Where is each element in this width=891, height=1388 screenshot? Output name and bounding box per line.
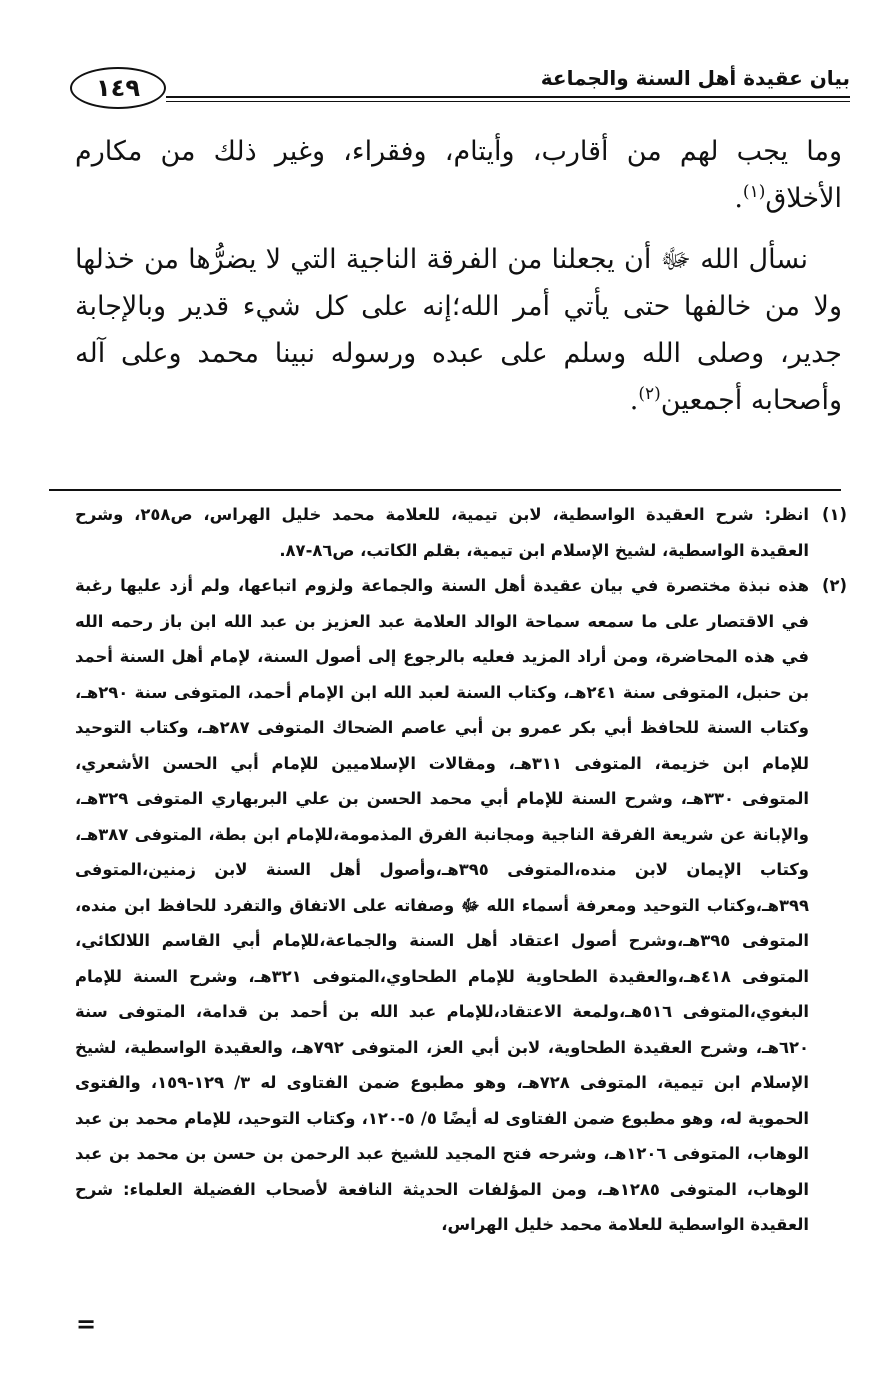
footnote-ref-1: (١) xyxy=(742,182,766,202)
header-rule xyxy=(166,96,850,98)
header-rule-thin xyxy=(166,101,850,102)
running-title: بيان عقيدة أهل السنة والجماعة xyxy=(540,66,850,90)
footnote-text: انظر: شرح العقيدة الواسطية، لابن تيمية، للعلامة محمد خليل الهراس، ص٢٥٨، وشرح العقيدة الواسطية، لشيخ الإسلام ابن تيمية، بقلم الكاتب، ص٨٦-٨٧. xyxy=(75,505,810,560)
continuation-mark: = xyxy=(76,1310,97,1338)
paragraph-2-text: نسأل الله ﷻ أن يجعلنا من الفرقة الناجية التي لا يضرُّها من خذلها ولا من خالفها حتى يأتي أمر الله؛إنه على كل شيء قدير وبالإجابة جدير، وصلى الله وسلم على عبده ورسوله نبينا محمد وعلى آله وأصحابه أجمعين xyxy=(75,244,842,416)
paragraph-2 xyxy=(75,236,842,424)
footnote-2 xyxy=(75,568,847,1243)
paragraph-1-end: . xyxy=(734,183,743,214)
main-text xyxy=(75,128,842,424)
page-header xyxy=(70,62,850,114)
footnote-text: هذه نبذة مختصرة في بيان عقيدة أهل السنة والجماعة ولزوم اتباعها، ولم أزد عليها رغبة في الاقتصار على ما سمعه سماحة الوالد العلامة عبد العزيز بن عبد الله ابن باز رحمه الله في هذه المحاضرة، ومن أراد المزيد فعليه بالرجوع إلى أصول السنة، لإمام أهل السنة أحمد بن حنبل، المتوفى سنة ٢٤١هـ، وكتاب السنة لعبد الله ابن الإمام أحمد، المتوفى سنة ٢٩٠هـ، وكتاب السنة للحافظ أبي بكر عمرو بن أبي عاصم الضحاك المتوفى ٢٨٧هـ، وكتاب التوحيد للإمام ابن خزيمة، المتوفى ٣١١هـ، ومقالات الإسلاميين للإمام أبي الحسن الأشعري، المتوفى ٣٣٠هـ، وشرح السنة للإمام أبي محمد الحسن بن علي البربهاري المتوفى ٣٢٩هـ، والإبانة عن شريعة الفرقة الناجية ومجانبة الفرق المذمومة،للإمام ابن بطة، المتوفى ٣٨٧هـ، وكتاب الإيمان لابن منده،المتوفى ٣٩٥هـ،وأصول أهل السنة لابن زمنين،المتوفى ٣٩٩هـ،وكتاب التوحيد ومعرفة أسماء الله ﷻ وصفاته على الاتفاق والتفرد للحافظ ابن منده، المتوفى ٣٩٥هـ،وشرح أصول اعتقاد أهل السنة والجماعة،للإمام أبي القاسم اللالكائي، المتوفى ٤١٨هـ،والعقيدة الطحاوية للإمام الطحاوي،المتوفى ٣٢١هـ، وشرح السنة للإمام البغوي،المتوفى ٥١٦هـ،ولمعة الاعتقاد،للإمام عبد الله بن أحمد بن قدامة، المتوفى سنة ٦٢٠هـ، وشرح العقيدة الطحاوية، لابن أبي العز، المتوفى ٧٩٢هـ، والعقيدة الواسطية، لشيخ الإسلام ابن تيمية، المتوفى ٧٢٨هـ، وهو مطبوع ضمن الفتاوى له ٣/ ١٢٩-١٥٩، والفتوى الحموية له، وهو مطبوع ضمن الفتاوى له أيضًا ٥/ ٥-١٢٠، وكتاب التوحيد، للإمام محمد بن عبد الوهاب، المتوفى ١٢٠٦هـ، وشرحه فتح المجيد للشيخ عبد الرحمن بن حسن بن محمد بن عبد الوهاب، المتوفى ١٢٨٥هـ، ومن المؤلفات الحديثة النافعة لأصحاب الفضيلة العلماء: شرح العقيدة الواسطية للعلامة محمد خليل الهراس، xyxy=(75,576,810,1234)
page-number: ١٤٩ xyxy=(70,67,166,109)
footnote-separator xyxy=(49,489,841,491)
footnote-1 xyxy=(75,497,847,568)
footnote-number: (٢) xyxy=(821,576,847,595)
paragraph-1-text: وما يجب لهم من أقارب، وأيتام، وفقراء، وغير ذلك من مكارم الأخلاق xyxy=(75,136,842,214)
footnotes xyxy=(75,497,847,1243)
paragraph-1 xyxy=(75,128,842,222)
footnote-number: (١) xyxy=(821,505,847,524)
paragraph-2-end: . xyxy=(629,385,639,416)
footnote-ref-2: (٢) xyxy=(638,384,661,404)
